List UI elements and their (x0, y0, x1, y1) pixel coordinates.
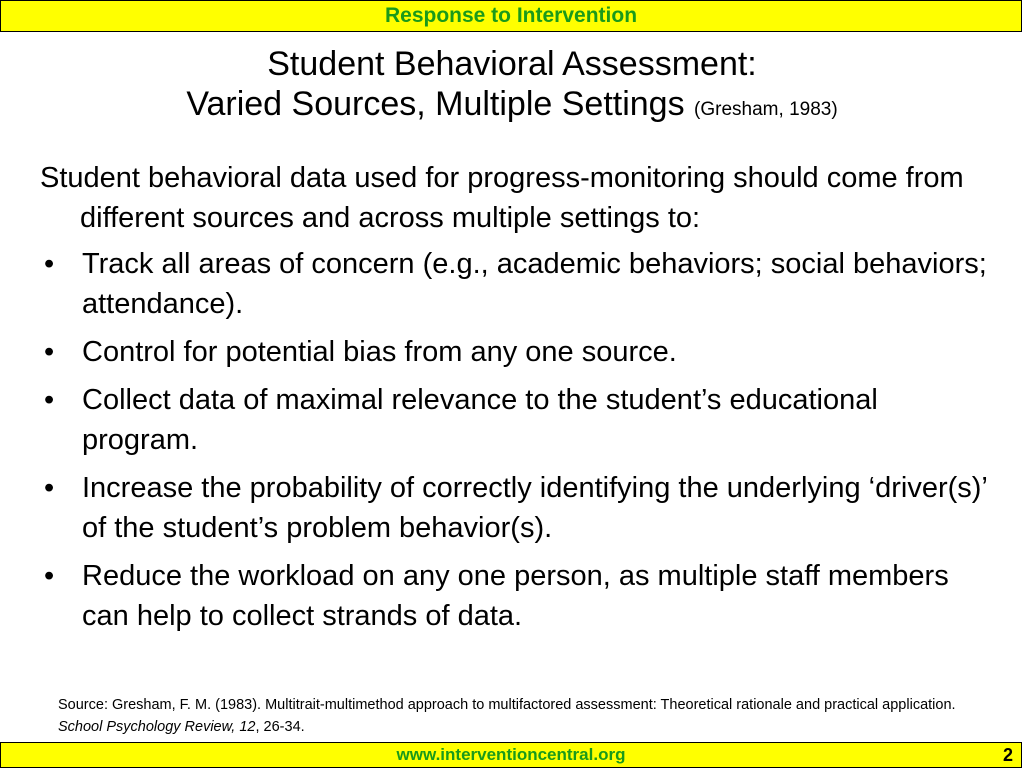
intro-paragraph: Student behavioral data used for progress-monitoring should come from different sources and across multiple settings to: (40, 162, 964, 234)
bullet-text: Reduce the workload on any one person, as multiple staff members can help to collect strands of data. (82, 560, 949, 632)
bullet-item (40, 332, 1000, 372)
bullet-text: Increase the probability of correctly identifying the underlying ‘driver(s)’ of the student’s problem behavior(s). (82, 472, 987, 544)
bullet-item (40, 380, 1000, 460)
slide-title-citation: (Gresham, 1983) (694, 99, 838, 120)
footer-bar (0, 742, 1022, 768)
source-suffix: , 26-34. (255, 719, 305, 735)
source-journal: School Psychology Review, 12 (58, 719, 256, 735)
bullet-list (40, 244, 1000, 636)
slide-title-line2-wrap (0, 84, 1024, 130)
bullet-item (40, 244, 1000, 324)
bullet-icon: • (44, 472, 55, 504)
slide-body (40, 158, 1000, 644)
bullet-text: Control for potential bias from any one source. (82, 336, 677, 368)
bullet-text: Collect data of maximal relevance to the student’s educational program. (82, 384, 878, 456)
page-number: 2 (1002, 745, 1013, 765)
bullet-icon: • (44, 384, 55, 416)
source-prefix: Source: Gresham, F. M. (1983). Multitrait-multimethod approach to multifactored assessment: Theoretical rationale and practical application. (58, 697, 956, 713)
header-bar (0, 0, 1022, 32)
bullet-text: Track all areas of concern (e.g., academic behaviors; social behaviors; attendance). (82, 248, 987, 320)
slide-title (0, 44, 1024, 130)
bullet-icon: • (44, 336, 55, 368)
bullet-item (40, 468, 1000, 548)
bullet-icon: • (44, 248, 55, 280)
bullet-icon: • (44, 560, 55, 592)
header-title: Response to Intervention (384, 4, 638, 27)
footer-url[interactable]: www.interventioncentral.org (396, 745, 626, 764)
source-citation (58, 694, 958, 738)
slide-title-line1: Student Behavioral Assessment: (267, 45, 757, 83)
bullet-item (40, 556, 1000, 636)
slide-title-line2: Varied Sources, Multiple Settings (186, 85, 685, 123)
